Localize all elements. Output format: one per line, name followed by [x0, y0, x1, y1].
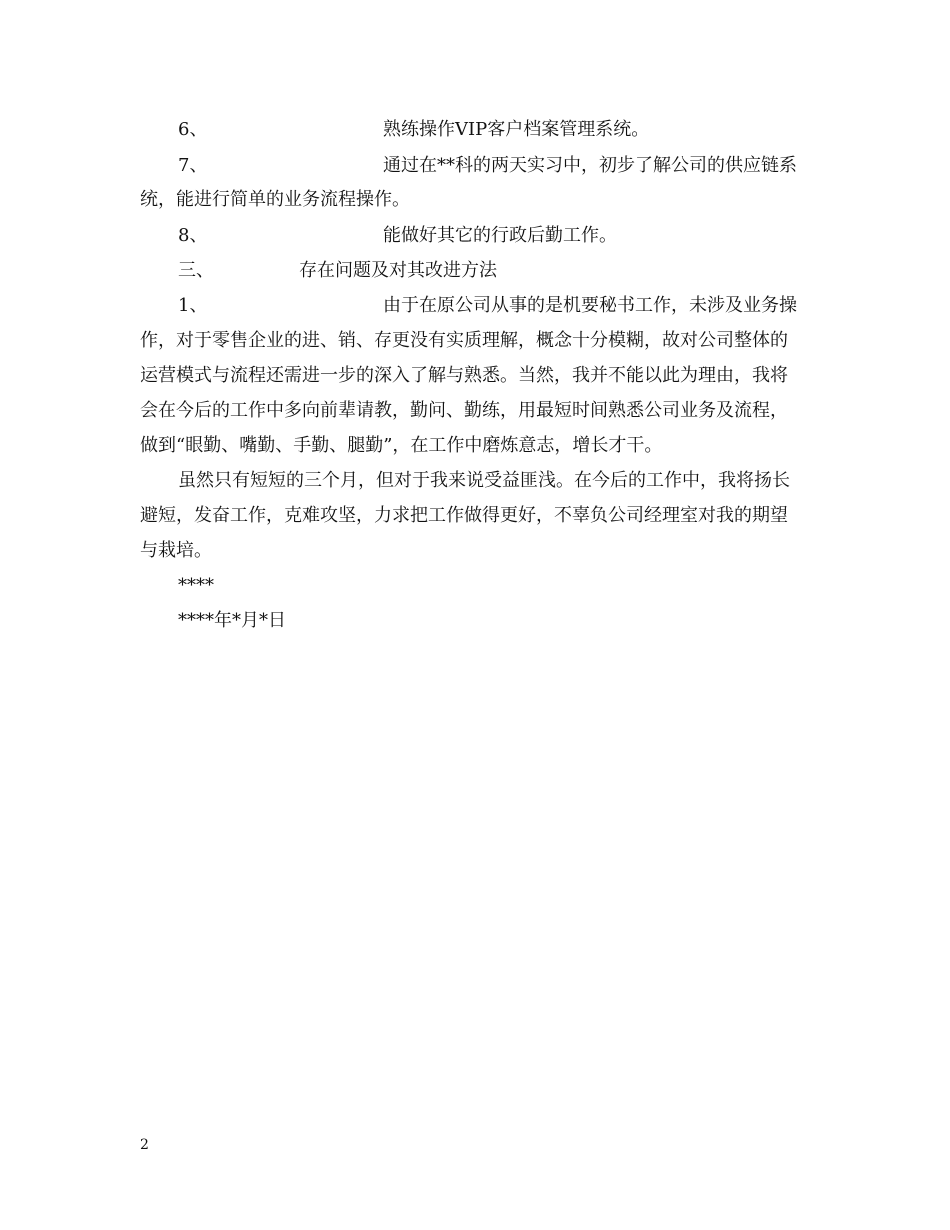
- closing-line: [140, 537, 820, 565]
- closing-line: [140, 467, 820, 495]
- item-text: 熟练操作VIP客户档案管理系统。: [383, 119, 650, 140]
- item-number: 1、: [178, 295, 208, 316]
- problem-line: [140, 397, 820, 425]
- paragraph-line: 虽然只有短短的三个月，但对于我来说受益匪浅。在今后的工作中，我将扬长: [178, 470, 790, 491]
- problem-line: [140, 327, 820, 355]
- section-title: 存在问题及对其改进方法: [299, 260, 497, 281]
- item-text-continued: 统，能进行简单的业务流程操作。: [140, 189, 410, 210]
- list-item-7-continuation: [140, 186, 820, 214]
- paragraph-line: 做到“眼勤、嘴勤、手勤、腿勤”，在工作中磨炼意志，增长才干。: [140, 435, 663, 456]
- section-number: 三、: [178, 260, 214, 281]
- item-text: 通过在**科的两天实习中，初步了解公司的供应链系: [383, 155, 797, 176]
- item-text: 由于在原公司从事的是机要秘书工作，未涉及业务操: [383, 295, 797, 316]
- paragraph-line: 会在今后的工作中多向前辈请教，勤问、勤练，用最短时间熟悉公司业务及流程，: [140, 400, 788, 421]
- problem-line: [140, 362, 820, 390]
- page-number: 2: [140, 1137, 149, 1153]
- paragraph-line: 运营模式与流程还需进一步的深入了解与熟悉。当然，我并不能以此为理由，我将: [140, 365, 788, 386]
- signature: [140, 572, 820, 600]
- date: [140, 607, 820, 635]
- closing-line: [140, 502, 820, 530]
- date-text: ****年*月*日: [178, 610, 286, 631]
- paragraph-line: 与栽培。: [140, 540, 212, 561]
- item-text: 能做好其它的行政后勤工作。: [383, 225, 617, 246]
- problem-line: [140, 432, 820, 460]
- signature-text: ****: [178, 575, 214, 596]
- item-number: 8、: [178, 225, 208, 246]
- item-number: 7、: [178, 155, 208, 176]
- item-number: 6、: [178, 119, 208, 140]
- paragraph-line: 避短，发奋工作，克难攻坚，力求把工作做得更好，不辜负公司经理室对我的期望: [140, 505, 788, 526]
- paragraph-line: 作，对于零售企业的进、销、存更没有实质理解，概念十分模糊，故对公司整体的: [140, 330, 788, 351]
